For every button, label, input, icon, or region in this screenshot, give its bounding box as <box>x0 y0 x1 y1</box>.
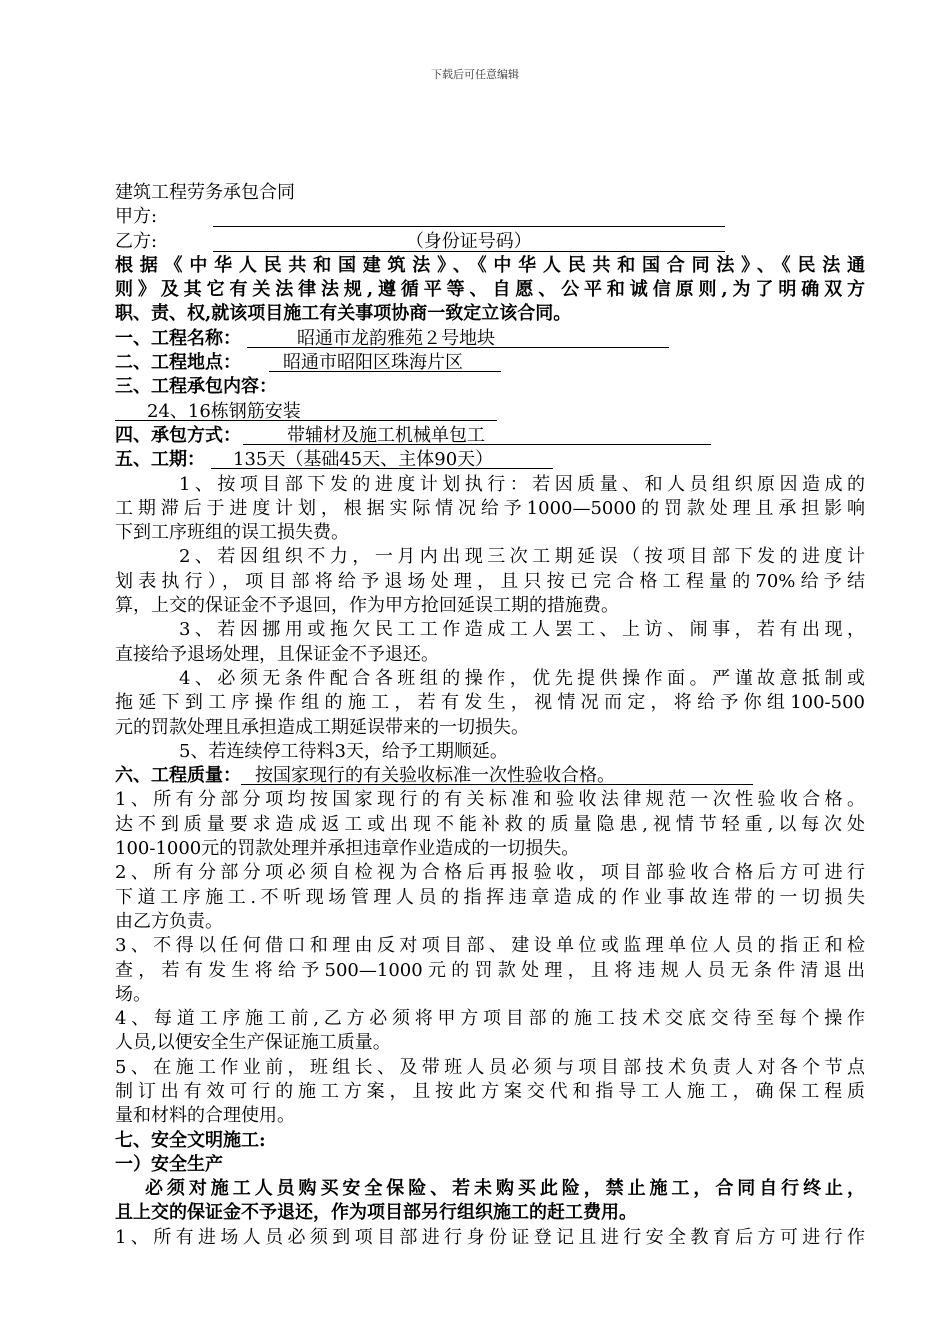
quality-clause-line: 1、所有分部分项均按国家现行的有关标准和验收法律规范一次性验收合格。 <box>115 789 865 811</box>
duration-clause-line: 2、若因组织不力，一月内出现三次工期延误（按项目部下发的进度计 <box>179 546 865 568</box>
quality-clause-line: 达不到质量要求造成返工或出现不能补救的质量隐患,视情节轻重,以每次处 <box>115 813 865 835</box>
quality-clause-line: 制订出有效可行的施工方案，且按此方案交代和指导工人施工，确保工程质 <box>115 1080 865 1102</box>
duration-clause-line: 元的罚款处理且承担造成工期延误带来的一切损失。 <box>115 716 529 738</box>
duration-value: 135天（基础45天、主体90天） <box>211 448 553 469</box>
party-a-row <box>115 205 865 229</box>
quality-value: 按国家现行的有关验收标准一次性验收合格。 <box>241 764 753 785</box>
duration-clause-line: 1、按项目部下发的进度计划执行：若因质量、和人员组织原因造成的 <box>179 473 865 495</box>
quality-clause-line: 100-1000元的罚款处理并承担违章作业造成的一切损失。 <box>115 838 580 860</box>
party-a-blank[interactable] <box>213 205 725 227</box>
quality-clause-line: 2、所有分部分项必须自检视为合格后再报验收，项目部验收合格后方可进行 <box>115 862 865 884</box>
safety-clause-line: 1、所有进场人员必须到项目部进行身份证登记且进行安全教育后方可进行作 <box>115 1226 865 1248</box>
header-note: 下载后可任意编辑 <box>431 68 519 81</box>
quality-clause-line: 4、每道工序施工前,乙方必须将甲方项目部的施工技术交底交待至每个操作 <box>115 1008 865 1030</box>
duration-clause-line: 3、若因挪用或拖欠民工工作造成工人罢工、上访、闹事，若有出现， <box>179 619 865 641</box>
quality-clause-line: 5、在施工作业前，班组长、及带班人员必须与项目部技术负责人对各个节点 <box>115 1056 865 1078</box>
quality-clause-line: 下道工序施工.不听现场管理人员的指挥违章造成的作业事故连带的一切损失 <box>115 886 865 908</box>
project-location-row <box>115 351 865 375</box>
quality-clause-line: 场。 <box>115 983 151 1005</box>
project-name-value: 昭通市龙韵雅苑２号地块 <box>247 327 669 348</box>
contract-title: 建筑工程劳务承包合同 <box>115 182 295 203</box>
quality-clause-line: 由乙方负责。 <box>115 910 223 932</box>
safety-heading: 七、安全文明施工: <box>115 1129 266 1151</box>
quality-clause-line: 查，若有发生将给予500—1000元的罚款处理，且将违规人员无条件清退出 <box>115 959 865 981</box>
party-b-id-label: （身份证号码） <box>405 230 532 252</box>
contract-mode-value: 带辅材及施工机械单包工 <box>243 424 711 445</box>
preamble-line: 根据《中华人民共和国建筑法》、《中华人民共和国合同法》、《民法通 <box>115 254 865 276</box>
duration-clause-line: 算，上交的保证金不予退回，作为甲方抢回延误工期的措施费。 <box>115 595 619 617</box>
safety-bold-line: 且上交的保证金不予退还，作为项目部另行组织施工的赶工费用。 <box>115 1202 637 1224</box>
preamble-line: 职、责、权,就该项目施工有关事项协商一致定立该合同。 <box>115 303 572 325</box>
scope-row <box>115 400 865 424</box>
contract-body <box>115 181 865 1250</box>
safety-subheading: 一）安全生产 <box>115 1153 223 1175</box>
duration-clause-line: 直接给予退场处理，且保证金不予退还。 <box>115 643 439 665</box>
scope-value: 24、16栋钢筋安装 <box>115 400 497 421</box>
duration-clause-line: 拖延下到工序操作组的施工，若有发生，视情况而定，将给予你组100-500 <box>115 692 865 714</box>
duration-row <box>115 448 865 472</box>
quality-clause-line: 人员,以便安全生产保证施工质量。 <box>115 1032 391 1054</box>
project-name-row <box>115 327 865 351</box>
contract-mode-row <box>115 424 865 448</box>
preamble-line: 则》及其它有关法律法规,遵循平等、自愿、公平和诚信原则,为了明确双方 <box>115 279 865 301</box>
quality-clause-line: 3、不得以任何借口和理由反对项目部、建设单位或监理单位人员的指正和检 <box>115 935 865 957</box>
duration-clause-line: 工期滞后于进度计划，根据实际情况给予1000—5000的罚款处理且承担影响 <box>115 497 865 519</box>
party-b-blank[interactable] <box>213 230 725 252</box>
contract-mode-label: 四、承包方式： <box>115 424 241 446</box>
project-location-label: 二、工程地点： <box>115 352 241 374</box>
duration-label: 五、工期： <box>115 449 205 471</box>
safety-bold-line: 必须对施工人员购买安全保险、若未购买此险，禁止施工，合同自行终止， <box>145 1178 865 1200</box>
duration-clause-line: 5、若连续停工待料3天，给予工期顺延。 <box>179 740 508 762</box>
scope-label: 三、工程承包内容： <box>115 376 277 398</box>
duration-clause-line: 划表执行），项目部将给予退场处理，且只按已完合格工程量的70%给予结 <box>115 570 865 592</box>
duration-clause-line: 下到工序班组的误工损失费。 <box>115 522 349 544</box>
party-b-label: 乙方: <box>115 230 158 252</box>
quality-label: 六、工程质量： <box>115 765 241 787</box>
project-name-label: 一、工程名称： <box>115 327 241 349</box>
duration-clause-line: 4、必须无条件配合各班组的操作，优先提供操作面。严谨故意抵制或 <box>179 667 865 689</box>
party-b-row <box>115 230 865 254</box>
quality-row <box>115 764 865 788</box>
project-location-value: 昭通市昭阳区珠海片区 <box>269 351 501 372</box>
quality-clause-line: 量和材料的合理使用。 <box>115 1105 295 1127</box>
party-a-label: 甲方: <box>115 206 158 228</box>
